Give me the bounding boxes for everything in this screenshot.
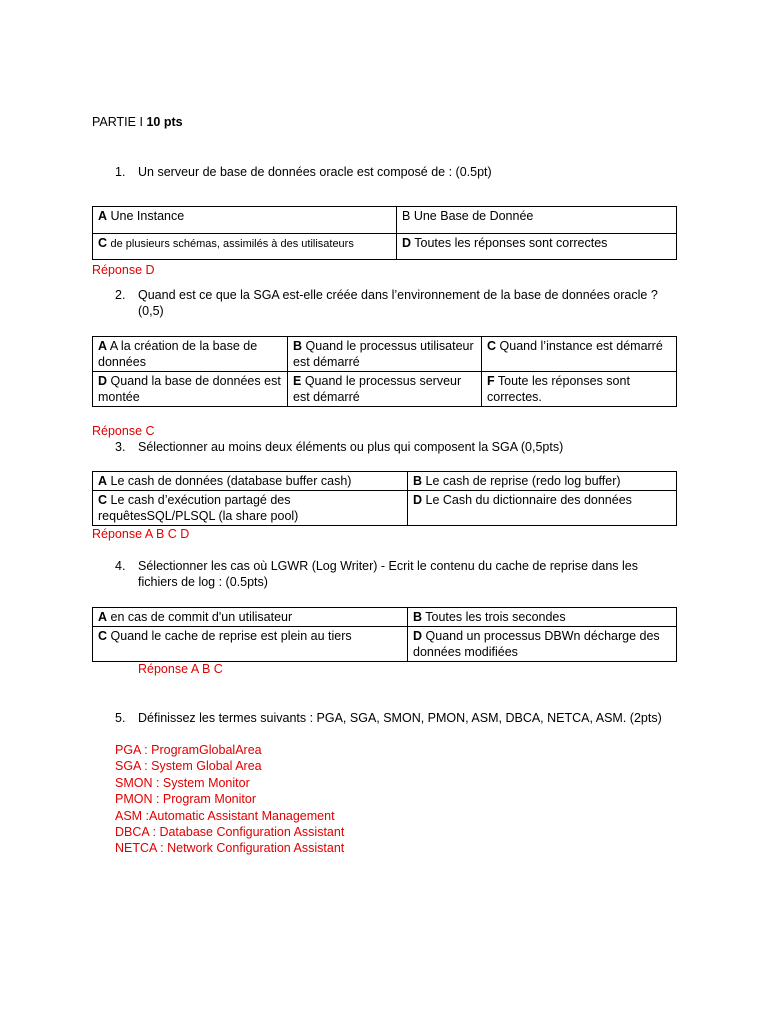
definition-item: SGA : System Global Area (115, 759, 262, 774)
option-cell: D Toutes les réponses sont correctes (397, 234, 677, 260)
question-number: 2. (115, 288, 126, 302)
definition-item: SMON : System Monitor (115, 775, 250, 790)
question-number: 3. (115, 440, 126, 454)
option-cell: B Une Base de Donnée (397, 207, 677, 234)
q2-options-table (92, 336, 677, 407)
option-cell: B Toutes les trois secondes (408, 608, 677, 627)
option-cell: F Toute les réponses sont correctes. (482, 372, 677, 407)
part-points: 10 pts (146, 115, 183, 129)
question-text: Définissez les termes suivants : PGA, SGA, SMON, PMON, ASM, DBCA, NETCA, ASM. (2pts) (138, 711, 662, 725)
definition-item: ASM :Automatic Assistant Management (115, 808, 335, 823)
option-cell: C Quand le cache de reprise est plein au tiers (93, 627, 408, 662)
option-cell: A A la création de la base de données (93, 337, 288, 372)
question-5 (115, 710, 715, 726)
q4-options-table (92, 607, 677, 662)
option-cell: C de plusieurs schémas, assimilés à des utilisateurs (93, 234, 397, 260)
question-number: 5. (115, 711, 126, 725)
question-text: Sélectionner au moins deux éléments ou plus qui composent la SGA (0,5pts) (138, 440, 564, 454)
q2-answer: Réponse C (92, 424, 155, 438)
part-heading (92, 114, 183, 130)
question-number: 4. (115, 559, 126, 573)
part-label: PARTIE I (92, 115, 143, 129)
option-cell: C Le cash d’exécution partagé des requêtesSQL/PLSQL (la share pool) (93, 491, 408, 526)
q3-answer: Réponse A B C D (92, 527, 190, 541)
option-cell: D Quand la base de données est montée (93, 372, 288, 407)
question-text: Sélectionner les cas où LGWR (Log Writer) - Ecrit le contenu du cache de reprise dans les fichiers de log : (0.5pts) (138, 559, 638, 589)
option-cell: B Le cash de reprise (redo log buffer) (408, 472, 677, 491)
definition-item: PMON : Program Monitor (115, 792, 257, 807)
question-3 (115, 439, 675, 455)
question-4 (115, 558, 675, 590)
question-number: 1. (115, 165, 126, 179)
definition-item: NETCA : Network Configuration Assistant (115, 841, 345, 856)
question-text: Quand est ce que la SGA est-elle créée dans l’environnement de la base de données oracle ? (0,5) (138, 288, 658, 318)
definition-item: PGA : ProgramGlobalArea (115, 743, 262, 757)
option-cell: C Quand l’instance est démarré (482, 337, 677, 372)
q1-options-table (92, 206, 677, 260)
definitions-list (115, 742, 344, 857)
q1-answer: Réponse D (92, 263, 155, 277)
option-cell: B Quand le processus utilisateur est démarré (288, 337, 482, 372)
question-2 (115, 287, 675, 319)
option-cell: A en cas de commit d'un utilisateur (93, 608, 408, 627)
question-1 (115, 164, 675, 180)
option-cell: A Une Instance (93, 207, 397, 234)
option-cell: E Quand le processus serveur est démarré (288, 372, 482, 407)
option-cell: D Quand un processus DBWn décharge des données modifiées (408, 627, 677, 662)
definition-item: DBCA : Database Configuration Assistant (115, 824, 345, 839)
q3-options-table (92, 471, 677, 526)
option-cell: D Le Cash du dictionnaire des données (408, 491, 677, 526)
question-text: Un serveur de base de données oracle est composé de : (0.5pt) (138, 165, 492, 179)
q4-answer: Réponse A B C (138, 662, 223, 676)
option-cell: A Le cash de données (database buffer cash) (93, 472, 408, 491)
